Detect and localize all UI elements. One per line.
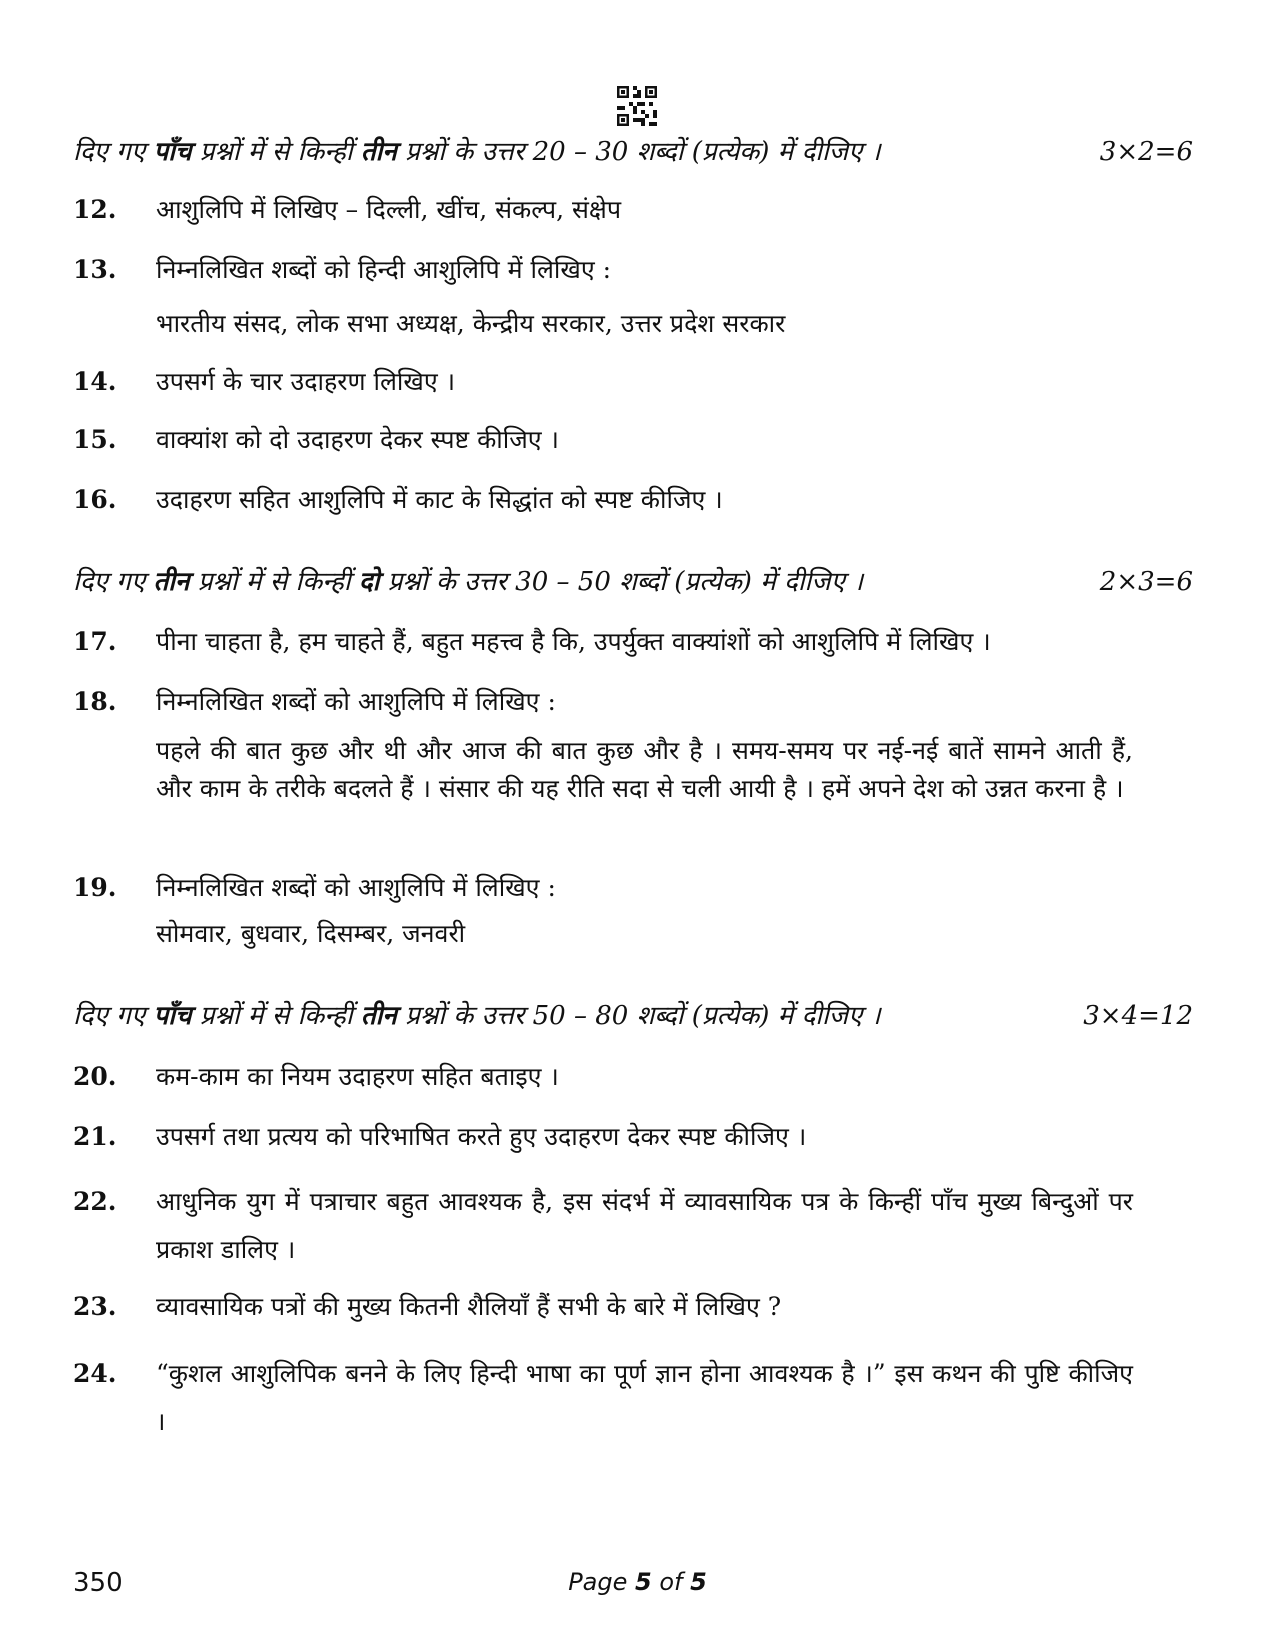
question-21: 21. उपसर्ग तथा प्रत्यय को परिभाषित करते हुए उदाहरण देकर स्पष्ट कीजिए ।	[73, 1122, 807, 1151]
question-17: 17. पीना चाहता है, हम चाहते हैं, बहुत महत्त्व है कि, उपर्युक्त वाक्यांशों को आशुलिपि में लिखिए ।	[73, 627, 991, 656]
question-15: 15. वाक्यांश को दो उदाहरण देकर स्पष्ट कीजिए ।	[73, 425, 560, 454]
paper-code: 350	[73, 1568, 123, 1598]
section-3-marks: 3×4=12	[1083, 1001, 1193, 1031]
section-2-marks: 2×3=6	[1099, 567, 1193, 597]
section-1-instruction: दिए गए पाँच प्रश्नों में से किन्हीं तीन प्रश्नों के उत्तर 20 – 30 शब्दों (प्रत्येक) में दीजिए । 3×2=6	[73, 132, 1193, 172]
qr-code-icon	[617, 86, 657, 126]
page-number: Page 5 of 5	[568, 1568, 707, 1596]
question-13: 13. निम्नलिखित शब्दों को हिन्दी आशुलिपि में लिखिए : भारतीय संसद, लोक सभा अध्यक्ष, केन्द्रीय सरकार, उत्तर प्रदेश सरकार	[73, 255, 786, 338]
question-19: 19. निम्नलिखित शब्दों को आशुलिपि में लिखिए : सोमवार, बुधवार, दिसम्बर, जनवरी	[73, 873, 556, 948]
section-2-instruction: दिए गए तीन प्रश्नों में से किन्हीं दो प्रश्नों के उत्तर 30 – 50 शब्दों (प्रत्येक) में दीजिए । 2×3=6	[73, 562, 1193, 602]
question-14: 14. उपसर्ग के चार उदाहरण लिखिए ।	[73, 367, 456, 396]
question-23: 23. व्यावसायिक पत्रों की मुख्य कितनी शैलियाँ हैं सभी के बारे में लिखिए ?	[73, 1292, 782, 1321]
question-18: 18. निम्नलिखित शब्दों को आशुलिपि में लिखिए : पहले की बात कुछ और थी और आज की बात कुछ और है । समय-समय पर नई-नई बातें सामने आती हैं, और काम के तरीके बदलते हैं । संसार की यह रीति सदा से चली आयी है । हमें अपने देश को उन्नत करना है ।	[73, 687, 1133, 803]
question-22: 22. आधुनिक युग में पत्राचार बहुत आवश्यक है, इस संदर्भ में व्यावसायिक पत्र के किन्हीं पाँच मुख्य बिन्दुओं पर प्रकाश डालिए ।	[73, 1187, 1133, 1264]
section-1-marks: 3×2=6	[1099, 137, 1193, 167]
question-16: 16. उदाहरण सहित आशुलिपि में काट के सिद्धांत को स्पष्ट कीजिए ।	[73, 485, 723, 514]
section-3-instruction: दिए गए पाँच प्रश्नों में से किन्हीं तीन प्रश्नों के उत्तर 50 – 80 शब्दों (प्रत्येक) में दीजिए । 3×4=12	[73, 996, 1193, 1036]
question-24: 24. “कुशल आशुलिपिक बनने के लिए हिन्दी भाषा का पूर्ण ज्ञान होना आवश्यक है ।” इस कथन की पुष्टि कीजिए ।	[73, 1359, 1133, 1436]
question-20: 20. कम-काम का नियम उदाहरण सहित बताइए ।	[73, 1062, 559, 1091]
question-12: 12. आशुलिपि में लिखिए – दिल्ली, खींच, संकल्प, संक्षेप	[73, 195, 622, 224]
